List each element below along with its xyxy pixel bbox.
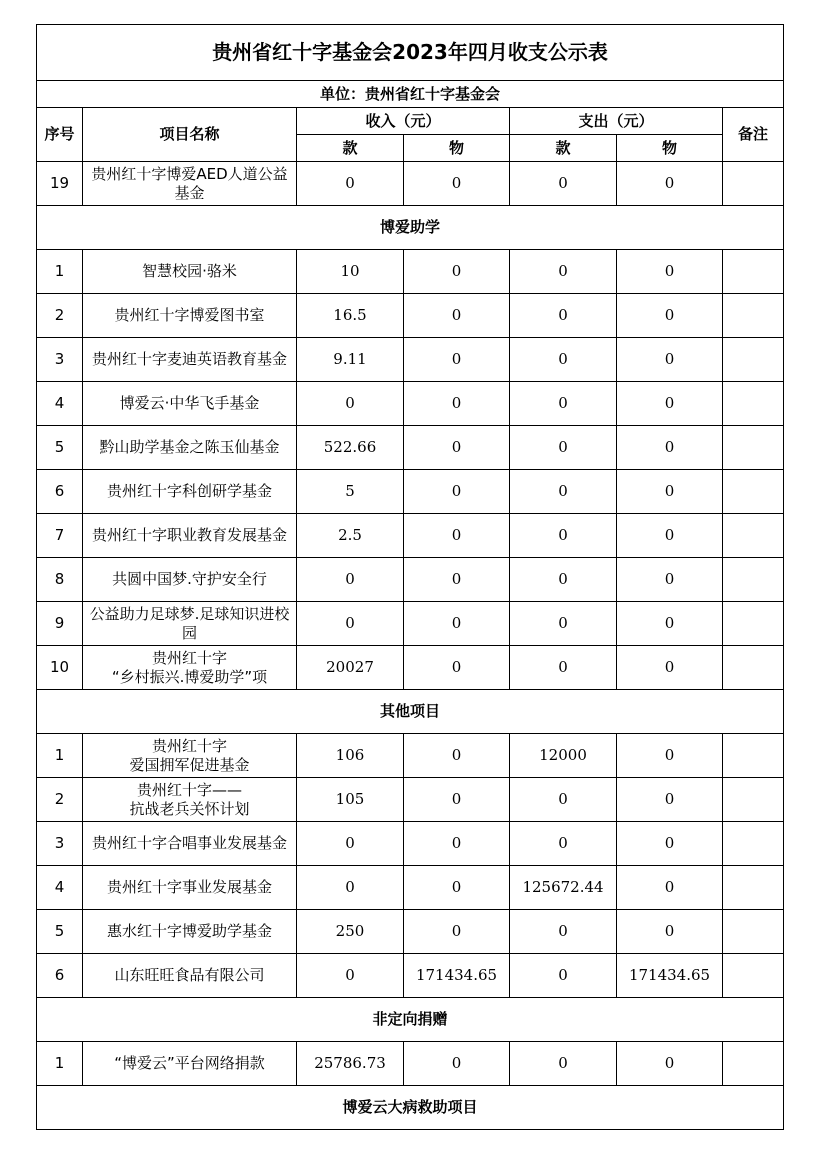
header-income-cash: 款 bbox=[297, 135, 404, 162]
cell-expense-cash: 0 bbox=[510, 646, 617, 690]
cell-expense-goods: 0 bbox=[617, 250, 723, 294]
table-row bbox=[37, 338, 784, 382]
header-remark: 备注 bbox=[723, 108, 784, 162]
cell-income-goods: 0 bbox=[404, 866, 510, 910]
cell-expense-cash: 0 bbox=[510, 382, 617, 426]
cell-seq: 3 bbox=[37, 822, 83, 866]
cell-expense-goods: 0 bbox=[617, 294, 723, 338]
cell-seq: 1 bbox=[37, 1042, 83, 1086]
cell-expense-goods: 0 bbox=[617, 382, 723, 426]
cell-expense-cash: 0 bbox=[510, 470, 617, 514]
table-row bbox=[37, 162, 784, 206]
table-row bbox=[37, 382, 784, 426]
cell-expense-cash: 0 bbox=[510, 294, 617, 338]
cell-remark bbox=[723, 250, 784, 294]
cell-project-name: 黔山助学基金之陈玉仙基金 bbox=[83, 426, 297, 470]
cell-seq: 6 bbox=[37, 954, 83, 998]
cell-remark bbox=[723, 822, 784, 866]
cell-expense-goods: 0 bbox=[617, 822, 723, 866]
header-expense-goods: 物 bbox=[617, 135, 723, 162]
cell-income-cash: 0 bbox=[297, 162, 404, 206]
header-expense-cash: 款 bbox=[510, 135, 617, 162]
cell-project-name: 贵州红十字合唱事业发展基金 bbox=[83, 822, 297, 866]
cell-expense-cash: 0 bbox=[510, 558, 617, 602]
cell-seq: 19 bbox=[37, 162, 83, 206]
cell-income-goods: 0 bbox=[404, 1042, 510, 1086]
cell-income-goods: 0 bbox=[404, 822, 510, 866]
cell-seq: 7 bbox=[37, 514, 83, 558]
cell-income-cash: 0 bbox=[297, 866, 404, 910]
cell-income-goods: 0 bbox=[404, 558, 510, 602]
cell-expense-goods: 0 bbox=[617, 558, 723, 602]
cell-expense-goods: 0 bbox=[617, 734, 723, 778]
cell-income-cash: 25786.73 bbox=[297, 1042, 404, 1086]
cell-project-name: 公益助力足球梦.足球知识进校园 bbox=[83, 602, 297, 646]
cell-expense-goods: 0 bbox=[617, 426, 723, 470]
cell-seq: 2 bbox=[37, 294, 83, 338]
cell-seq: 10 bbox=[37, 646, 83, 690]
cell-income-goods: 171434.65 bbox=[404, 954, 510, 998]
cell-expense-cash: 0 bbox=[510, 602, 617, 646]
cell-expense-goods: 0 bbox=[617, 910, 723, 954]
cell-project-name: 贵州红十字事业发展基金 bbox=[83, 866, 297, 910]
cell-project-name: 贵州红十字博爱图书室 bbox=[83, 294, 297, 338]
unit-label: 单位：贵州省红十字基金会 bbox=[37, 81, 784, 108]
cell-remark bbox=[723, 294, 784, 338]
cell-seq: 9 bbox=[37, 602, 83, 646]
cell-income-cash: 105 bbox=[297, 778, 404, 822]
cell-project-name: 智慧校园·骆米 bbox=[83, 250, 297, 294]
cell-seq: 5 bbox=[37, 426, 83, 470]
table-row bbox=[37, 558, 784, 602]
cell-expense-cash: 0 bbox=[510, 822, 617, 866]
cell-remark bbox=[723, 646, 784, 690]
cell-expense-cash: 0 bbox=[510, 162, 617, 206]
cell-remark bbox=[723, 954, 784, 998]
cell-expense-goods: 0 bbox=[617, 646, 723, 690]
cell-expense-goods: 0 bbox=[617, 514, 723, 558]
cell-expense-cash: 0 bbox=[510, 250, 617, 294]
cell-project-name: 惠水红十字博爱助学基金 bbox=[83, 910, 297, 954]
cell-income-cash: 2.5 bbox=[297, 514, 404, 558]
cell-seq: 6 bbox=[37, 470, 83, 514]
cell-expense-cash: 0 bbox=[510, 778, 617, 822]
table-row bbox=[37, 778, 784, 822]
cell-expense-cash: 0 bbox=[510, 954, 617, 998]
table-row bbox=[37, 1042, 784, 1086]
cell-income-goods: 0 bbox=[404, 646, 510, 690]
cell-income-cash: 106 bbox=[297, 734, 404, 778]
cell-expense-goods: 0 bbox=[617, 338, 723, 382]
table-row bbox=[37, 294, 784, 338]
cell-income-goods: 0 bbox=[404, 294, 510, 338]
cell-expense-cash: 0 bbox=[510, 514, 617, 558]
header-project: 项目名称 bbox=[83, 108, 297, 162]
header-expense: 支出（元） bbox=[510, 108, 723, 135]
table-row bbox=[37, 602, 784, 646]
section-row bbox=[37, 206, 784, 250]
cell-project-name: 贵州红十字—— 抗战老兵关怀计划 bbox=[83, 778, 297, 822]
cell-seq: 2 bbox=[37, 778, 83, 822]
cell-project-name: 贵州红十字麦迪英语教育基金 bbox=[83, 338, 297, 382]
cell-expense-cash: 125672.44 bbox=[510, 866, 617, 910]
table-row bbox=[37, 866, 784, 910]
cell-project-name: 贵州红十字 “乡村振兴.博爱助学”项 bbox=[83, 646, 297, 690]
header-income-goods: 物 bbox=[404, 135, 510, 162]
cell-income-goods: 0 bbox=[404, 426, 510, 470]
cell-income-cash: 0 bbox=[297, 954, 404, 998]
cell-project-name: 贵州红十字 爱国拥军促进基金 bbox=[83, 734, 297, 778]
cell-seq: 1 bbox=[37, 250, 83, 294]
table-row bbox=[37, 646, 784, 690]
cell-remark bbox=[723, 734, 784, 778]
cell-income-cash: 5 bbox=[297, 470, 404, 514]
cell-income-goods: 0 bbox=[404, 778, 510, 822]
cell-expense-cash: 0 bbox=[510, 1042, 617, 1086]
header-seq: 序号 bbox=[37, 108, 83, 162]
section-row bbox=[37, 1086, 784, 1130]
cell-income-cash: 16.5 bbox=[297, 294, 404, 338]
cell-project-name: 贵州红十字博爱AED人道公益基金 bbox=[83, 162, 297, 206]
section-title: 博爱云大病救助项目 bbox=[37, 1086, 784, 1130]
cell-remark bbox=[723, 382, 784, 426]
cell-income-goods: 0 bbox=[404, 338, 510, 382]
table-row bbox=[37, 822, 784, 866]
cell-expense-goods: 0 bbox=[617, 602, 723, 646]
cell-remark bbox=[723, 162, 784, 206]
cell-income-goods: 0 bbox=[404, 910, 510, 954]
cell-income-cash: 522.66 bbox=[297, 426, 404, 470]
table-row bbox=[37, 470, 784, 514]
section-title: 博爱助学 bbox=[37, 206, 784, 250]
table-row bbox=[37, 910, 784, 954]
cell-remark bbox=[723, 602, 784, 646]
table-row bbox=[37, 734, 784, 778]
cell-income-cash: 0 bbox=[297, 382, 404, 426]
cell-expense-cash: 0 bbox=[510, 338, 617, 382]
cell-project-name: 贵州红十字科创研学基金 bbox=[83, 470, 297, 514]
cell-expense-cash: 0 bbox=[510, 426, 617, 470]
cell-income-cash: 0 bbox=[297, 558, 404, 602]
cell-project-name: 博爱云·中华飞手基金 bbox=[83, 382, 297, 426]
cell-income-goods: 0 bbox=[404, 514, 510, 558]
cell-remark bbox=[723, 866, 784, 910]
cell-seq: 5 bbox=[37, 910, 83, 954]
cell-expense-goods: 0 bbox=[617, 778, 723, 822]
cell-project-name: 贵州红十字职业教育发展基金 bbox=[83, 514, 297, 558]
cell-expense-goods: 0 bbox=[617, 470, 723, 514]
cell-remark bbox=[723, 470, 784, 514]
cell-income-goods: 0 bbox=[404, 162, 510, 206]
cell-remark bbox=[723, 1042, 784, 1086]
cell-income-goods: 0 bbox=[404, 382, 510, 426]
cell-income-cash: 0 bbox=[297, 822, 404, 866]
cell-income-goods: 0 bbox=[404, 470, 510, 514]
table-row bbox=[37, 426, 784, 470]
cell-remark bbox=[723, 910, 784, 954]
cell-expense-cash: 0 bbox=[510, 910, 617, 954]
section-title: 非定向捐赠 bbox=[37, 998, 784, 1042]
cell-remark bbox=[723, 338, 784, 382]
cell-expense-cash: 12000 bbox=[510, 734, 617, 778]
table-row bbox=[37, 250, 784, 294]
cell-seq: 4 bbox=[37, 382, 83, 426]
cell-project-name: “博爱云”平台网络捐款 bbox=[83, 1042, 297, 1086]
page-title: 贵州省红十字基金会2023年四月收支公示表 bbox=[37, 25, 784, 81]
table-row bbox=[37, 954, 784, 998]
cell-income-cash: 20027 bbox=[297, 646, 404, 690]
section-row bbox=[37, 690, 784, 734]
cell-expense-goods: 0 bbox=[617, 866, 723, 910]
cell-income-goods: 0 bbox=[404, 250, 510, 294]
cell-seq: 1 bbox=[37, 734, 83, 778]
section-title: 其他项目 bbox=[37, 690, 784, 734]
cell-seq: 3 bbox=[37, 338, 83, 382]
cell-income-goods: 0 bbox=[404, 734, 510, 778]
cell-income-cash: 10 bbox=[297, 250, 404, 294]
section-row bbox=[37, 998, 784, 1042]
header-income: 收入（元） bbox=[297, 108, 510, 135]
cell-project-name: 共圆中国梦.守护安全行 bbox=[83, 558, 297, 602]
cell-seq: 4 bbox=[37, 866, 83, 910]
cell-income-cash: 0 bbox=[297, 602, 404, 646]
cell-income-cash: 250 bbox=[297, 910, 404, 954]
cell-remark bbox=[723, 426, 784, 470]
cell-seq: 8 bbox=[37, 558, 83, 602]
cell-expense-goods: 0 bbox=[617, 162, 723, 206]
cell-expense-goods: 171434.65 bbox=[617, 954, 723, 998]
cell-income-goods: 0 bbox=[404, 602, 510, 646]
cell-income-cash: 9.11 bbox=[297, 338, 404, 382]
table-row bbox=[37, 514, 784, 558]
disclosure-table bbox=[36, 24, 784, 1130]
cell-remark bbox=[723, 558, 784, 602]
cell-remark bbox=[723, 514, 784, 558]
cell-expense-goods: 0 bbox=[617, 1042, 723, 1086]
cell-project-name: 山东旺旺食品有限公司 bbox=[83, 954, 297, 998]
cell-remark bbox=[723, 778, 784, 822]
